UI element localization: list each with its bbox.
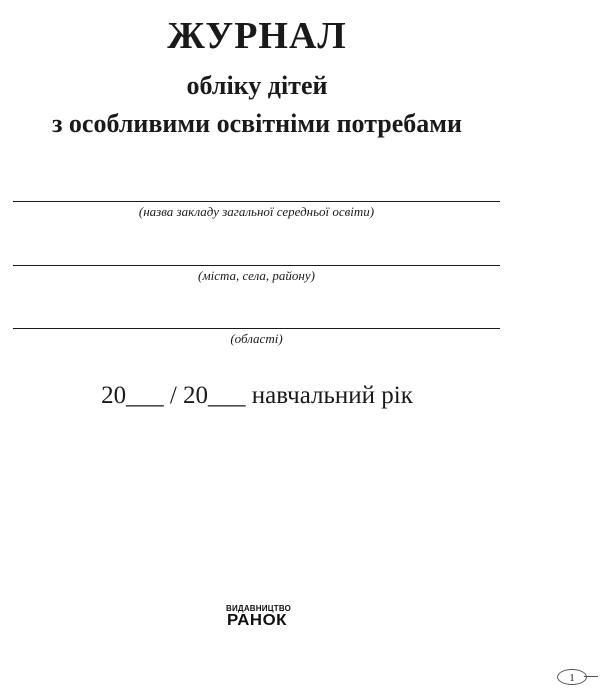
school-name-line: [13, 201, 500, 202]
journal-subtitle-line1: обліку дітей: [186, 71, 328, 100]
page-number-tick: [584, 676, 598, 677]
city-caption: (міста, села, району): [198, 268, 315, 283]
journal-subtitle-line2: з особливими освітніми потребами: [51, 109, 462, 138]
publisher-logo-top: ВИДАВНИЦТВО: [226, 604, 292, 613]
publisher-logo-name: РАНОК: [227, 612, 287, 629]
publisher-logo: [226, 604, 292, 629]
school-name-caption: (назва закладу загальної середньої освіти): [138, 204, 375, 219]
page-number: 1: [557, 669, 587, 685]
journal-title: ЖУРНАЛ: [167, 15, 347, 57]
city-line: [13, 265, 500, 266]
region-caption: (області): [230, 331, 283, 346]
academic-year: 20___ / 20___ навчальний рік: [101, 382, 413, 409]
region-line: [13, 328, 500, 329]
